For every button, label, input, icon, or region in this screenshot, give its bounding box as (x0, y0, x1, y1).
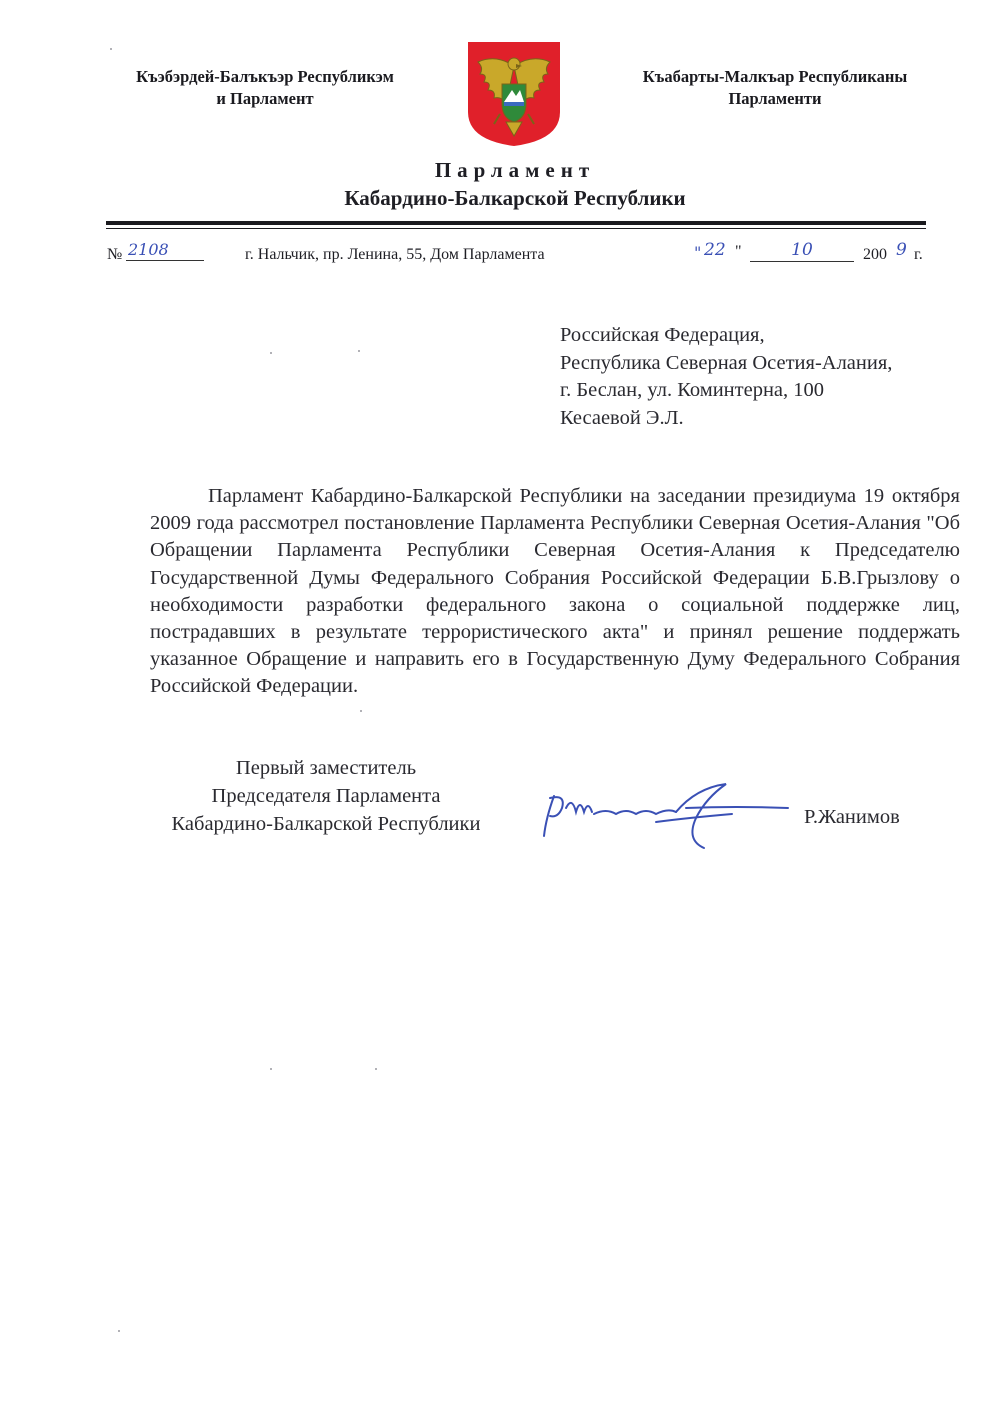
header-right-line2: Парламенти (728, 89, 822, 108)
paper-speck (358, 350, 360, 352)
handwritten-signature-icon (536, 778, 796, 858)
paper-speck (270, 352, 272, 354)
paper-speck (118, 1330, 120, 1332)
date-quote-open: " (694, 243, 702, 262)
header-left-name (100, 66, 430, 110)
date-quote-close: " (735, 243, 742, 260)
date-month: 10 (750, 240, 854, 262)
addressee-line3: г. Беслан, ул. Коминтерна, 100 (560, 379, 825, 401)
sender-address: г. Нальчик, пр. Ленина, 55, Дом Парламента (245, 246, 545, 263)
header-right-line1: Къабарты-Малкъар Республиканы (642, 67, 908, 86)
header-rule-thin (106, 228, 926, 229)
addressee-block (560, 322, 892, 432)
signer-name: Р.Жанимов (804, 806, 900, 828)
coat-of-arms-icon (466, 40, 562, 148)
date-year-printed: 200 (863, 246, 887, 263)
body-paragraph: Парламент Кабардино-Балкарской Республики на заседании президиума 19 октября 2009 года рассмотрел постановление Парламента Республики Северная Осетия-Алания "Об Обращении Парламента Республики Северная Осетия-Алания к Председателю Государственной Думы Федерального Собрания Российской Федерации Б.В.Грызлову о необходимости разработки федерального закона о социальной поддержке лиц, пострадавших в результате террористического акта" и принял решение поддержать указанное Обращение и направить его в Государственную Думу Федерального Собрания Российской Федерации. (150, 485, 960, 698)
letter-body (150, 483, 960, 701)
paper-speck (270, 1068, 272, 1070)
addressee-line2: Республика Северная Осетия-Алания, (560, 351, 893, 374)
paper-speck (110, 48, 112, 50)
position-line3: Кабардино-Балкарской Республики (171, 813, 481, 835)
header-left-line1: Къэбэрдей-Балъкъэр Республикэм (136, 67, 394, 86)
date-year-suffix: г. (914, 246, 923, 263)
document-title-spaced: Парламент (434, 158, 596, 182)
number-sign: № (107, 246, 123, 263)
document-number: 2108 (126, 240, 204, 261)
header-right-name (605, 66, 945, 110)
addressee-line1: Российская Федерация, (560, 324, 765, 346)
addressee-line4: Кесаевой Э.Л. (560, 406, 684, 429)
date-year-handwritten: 9 (896, 240, 907, 260)
date-day: 22 (704, 240, 726, 260)
position-line1: Первый заместитель (235, 757, 417, 779)
header-left-line2: и Парламент (216, 89, 314, 108)
signatory-position (140, 754, 512, 838)
paper-speck (375, 1068, 377, 1070)
document-title-main: Кабардино-Балкарской Республики (344, 186, 686, 210)
position-line2: Председателя Парламента (211, 785, 441, 807)
header-rule-thick (106, 221, 926, 225)
paper-speck (360, 710, 362, 712)
